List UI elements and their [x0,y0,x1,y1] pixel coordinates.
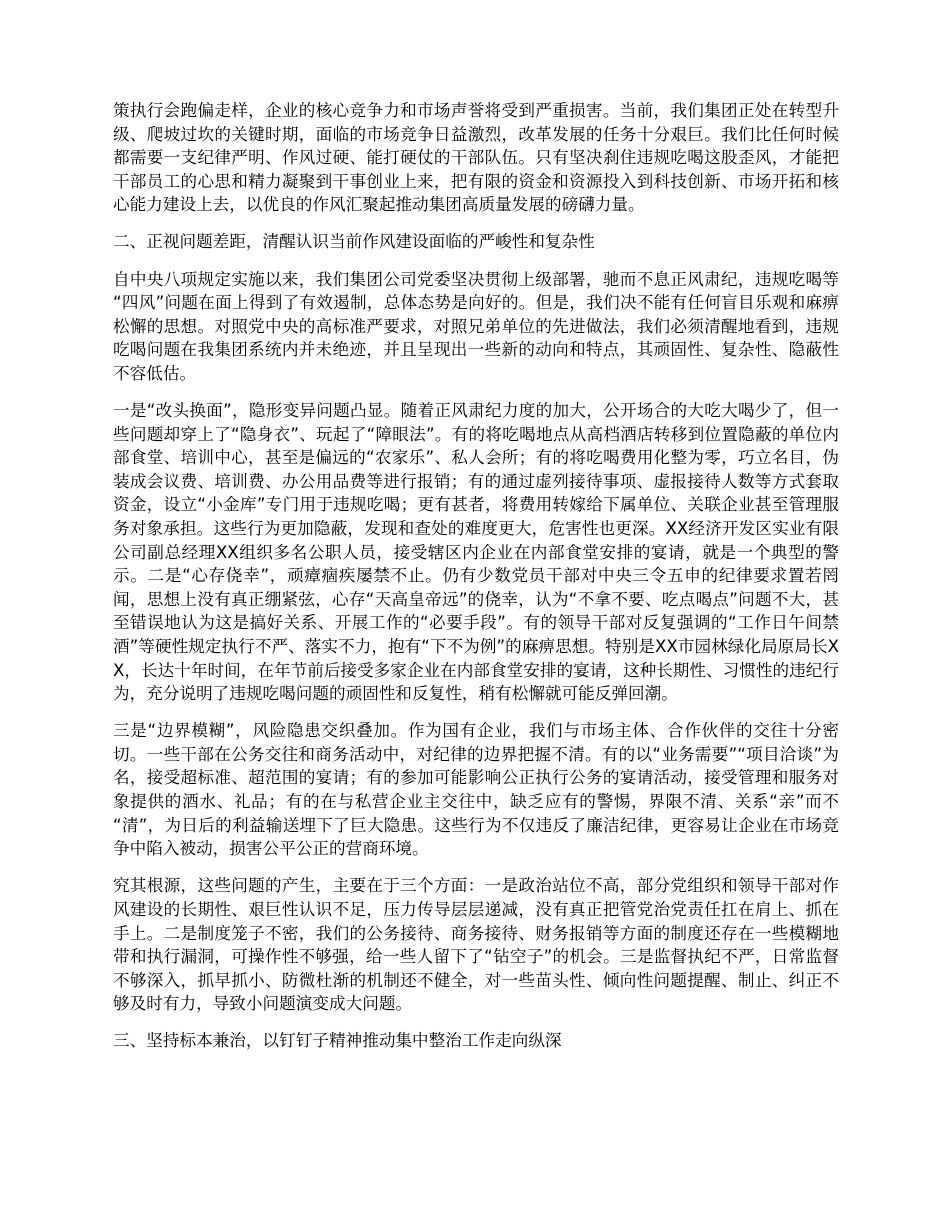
paragraph-root-causes: 究其根源，这些问题的产生，主要在于三个方面：一是政治站位不高，部分党组织和领导干部对作风建设的长期性、艰巨性认识不足，压力传导层层递减，没有真正把管党治党责任扛在肩上、抓在手上。二是制度笼子不密，我们的公务接待、商务接待、财务报销等方面的制度还存在一些模糊地带和执行漏洞，可操作性不够强，给一些人留下了“钻空子”的机会。三是监督执纪不严，日常监督不够深入，抓早抓小、防微杜渐的机制还不健全，对一些苗头性、倾向性问题提醒、制止、纠正不够及时有力，导致小问题演变成大问题。 [113,876,839,1014]
paragraph-point-one-and-two: 一是“改头换面”，隐形变异问题凸显。随着正风肃纪力度的加大，公开场合的大吃大喝少了，但一些问题却穿上了“隐身衣”、玩起了“障眼法”。有的将吃喝地点从高档酒店转移到位置隐蔽的单位内部食堂、培训中心，甚至是偏远的“农家乐”、私人会所；有的将吃喝费用化整为零，巧立名目，伪装成会议费、培训费、办公用品费等进行报销；有的通过虚列接待事项、虚报接待人数等方式套取资金，设立“小金库”专门用于违规吃喝；更有甚者，将费用转嫁给下属单位、关联企业甚至管理服务对象承担。这些行为更加隐蔽，发现和查处的难度更大，危害性也更深。XX经济开发区实业有限公司副总经理XX组织多名公职人员，接受辖区内企业在内部食堂安排的宴请，就是一个典型的警示。二是“心存侥幸”，顽瘴痼疾屡禁不止。仍有少数党员干部对中央三令五申的纪律要求置若罔闻，思想上没有真正绷紧弦，心存“天高皇帝远”的侥幸，认为“不拿不要、吃点喝点”问题不大，甚至错误地认为这是搞好关系、开展工作的“必要手段”。有的领导干部对反复强调的“工作日午间禁酒”等硬性规定执行不严、落实不力，抱有“下不为例”的麻痹思想。特别是XX市园林绿化局原局长XX，长达十年时间，在年节前后接受多家企业在内部食堂安排的宴请，这种长期性、习惯性的违纪行为，充分说明了违规吃喝问题的顽固性和反复性，稍有松懈就可能反弹回潮。 [113,401,839,704]
section-heading-two: 二、正视问题差距，清醒认识当前作风建设面临的严峻性和复杂性 [113,232,595,252]
paragraph-continuation: 策执行会跑偏走样，企业的核心竞争力和市场声誉将受到严重损害。当前，我们集团正处在转型升级、爬坡过坎的关键时期，面临的市场竞争日益激烈，改革发展的任务十分艰巨。我们比任何时候都需要一支纪律严明、作风过硬、能打硬仗的干部队伍。只有坚决刹住违规吃喝这股歪风，才能把干部员工的心思和精力凝聚到干事创业上来，把有限的资金和资源投入到科技创新、市场开拓和核心能力建设上去，以优良的作风汇聚起推动集团高质量发展的磅礴力量。 [113,101,839,215]
paragraph-since-eight-rules: 自中央八项规定实施以来，我们集团公司党委坚决贯彻上级部署，驰而不息正风肃纪，违规吃喝等“四风”问题在面上得到了有效遏制，总体态势是向好的。但是，我们决不能有任何盲目乐观和麻痹松懈的思想。对照党中央的高标准严要求，对照兄弟单位的先进做法，我们必须清醒地看到，违规吃喝问题在我集团系统内并未绝迹，并且呈现出一些新的动向和特点，其顽固性、复杂性、隐蔽性不容低估。 [113,269,839,383]
section-heading-three: 三、坚持标本兼治，以钉钉子精神推动集中整治工作走向纵深 [113,1031,562,1051]
paragraph-point-three: 三是“边界模糊”，风险隐患交织叠加。作为国有企业，我们与市场主体、合作伙伴的交往十分密切。一些干部在公务交往和商务活动中，对纪律的边界把握不清。有的以“业务需要”“项目洽谈”为名，接受超标准、超范围的宴请；有的参加可能影响公正执行公务的宴请活动，接受管理和服务对象提供的酒水、礼品；有的在与私营企业主交往中，缺乏应有的警惕，界限不清、关系“亲”而不“清”，为日后的利益输送埋下了巨大隐患。这些行为不仅违反了廉洁纪律，更容易让企业在市场竞争中陷入被动，损害公平公正的营商环境。 [113,721,839,859]
document-body [113,99,839,1066]
